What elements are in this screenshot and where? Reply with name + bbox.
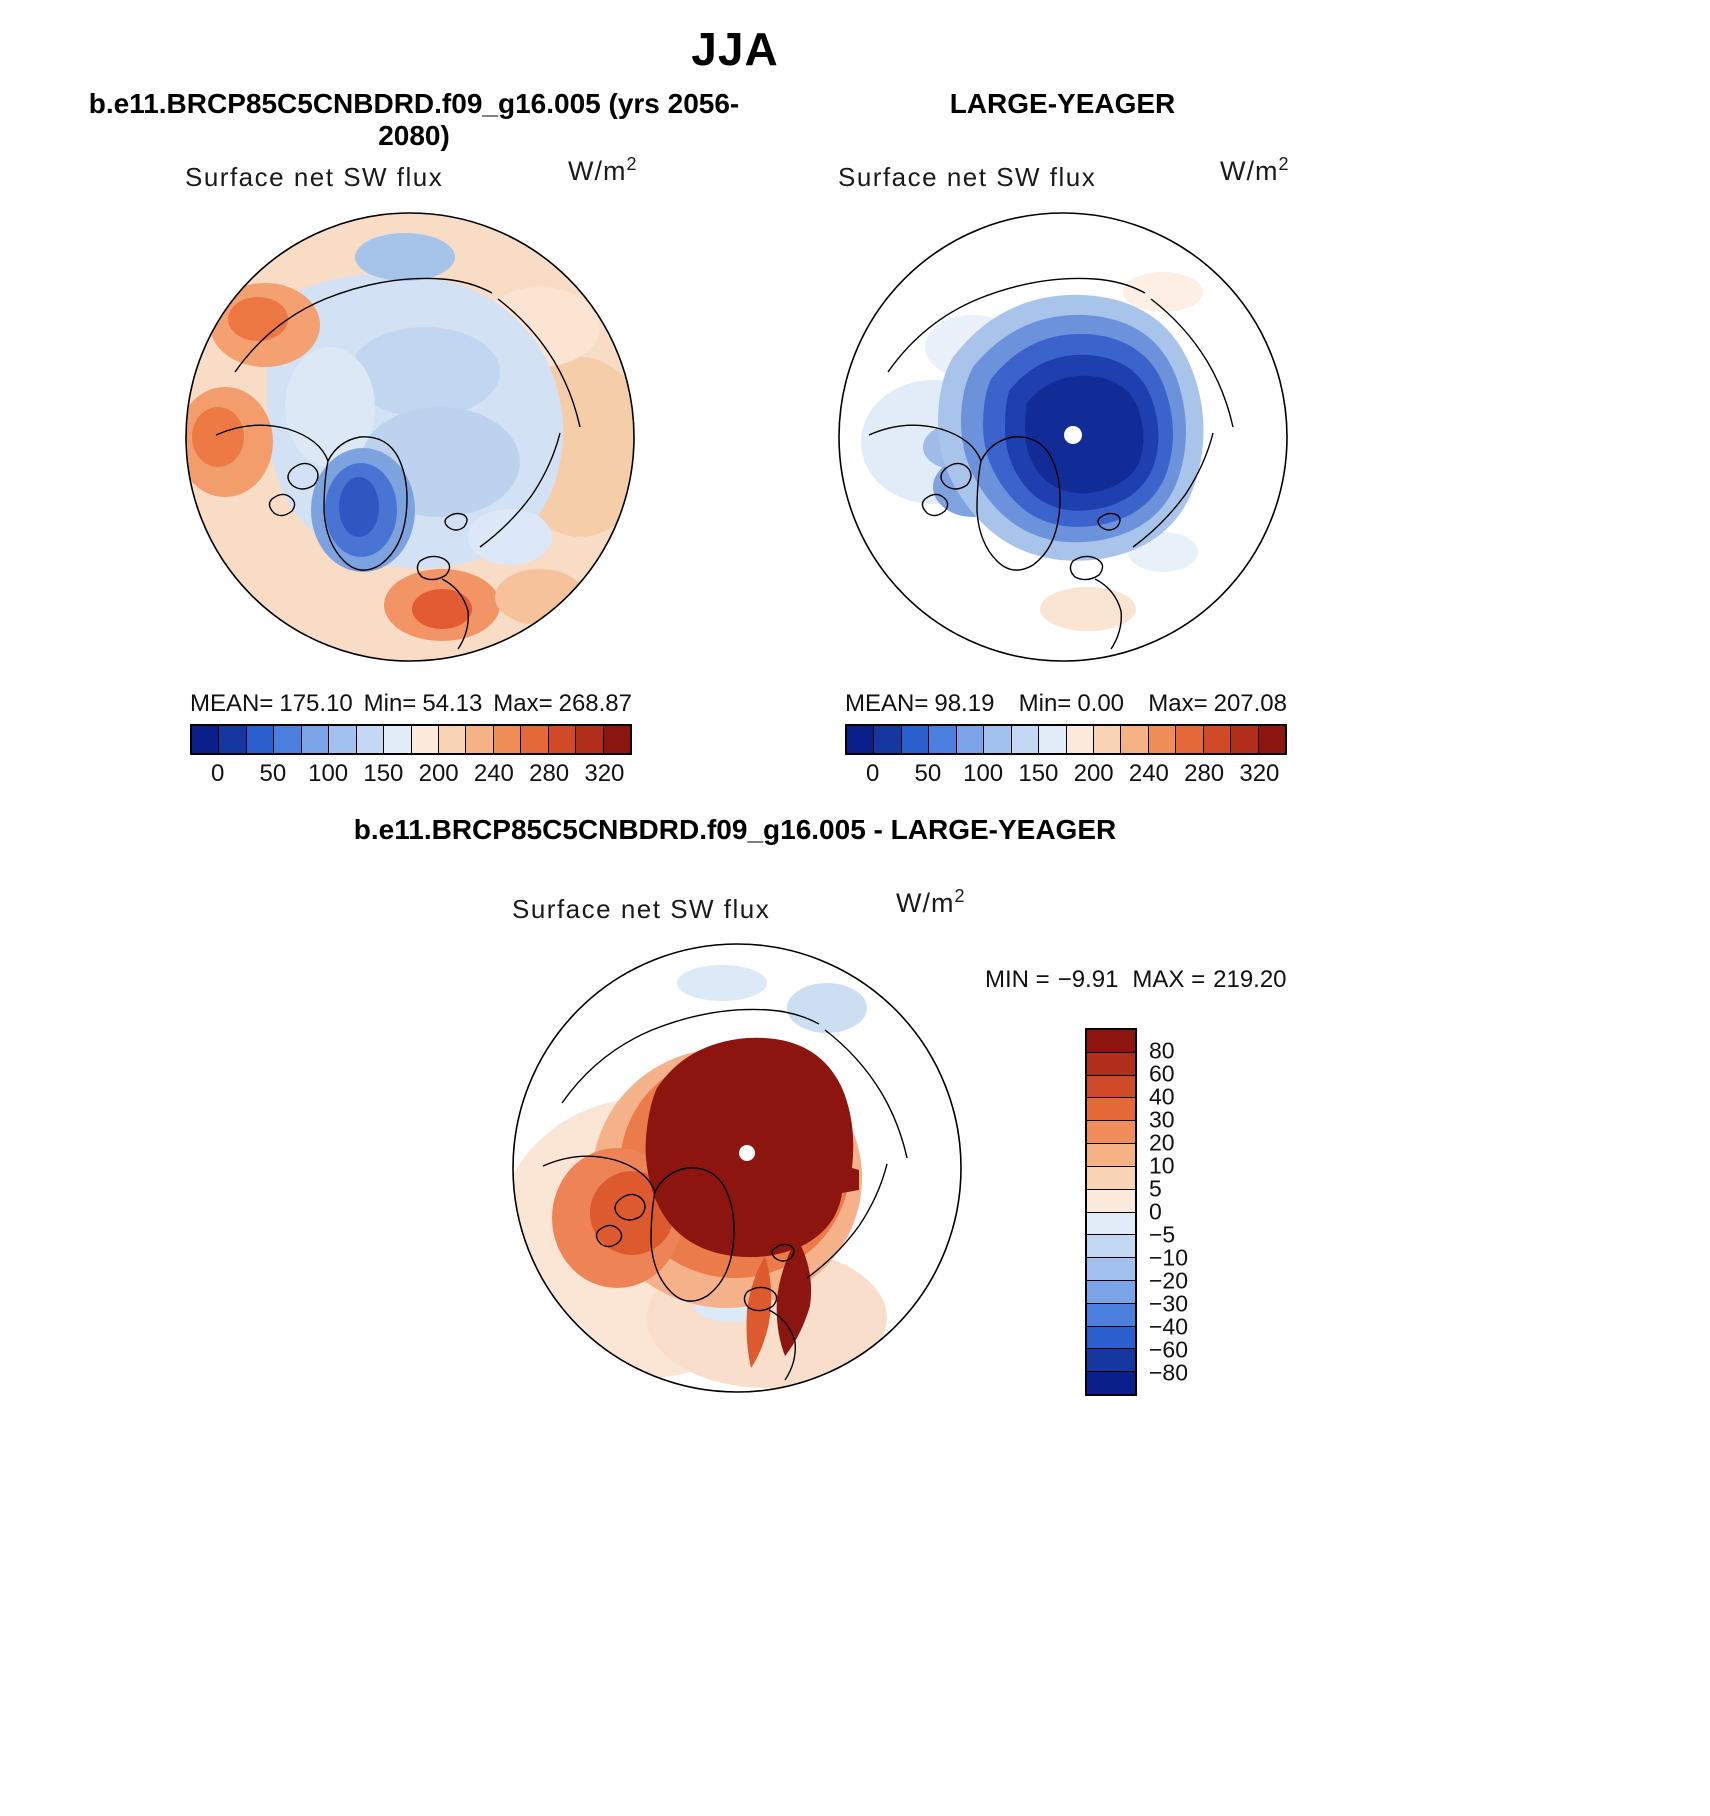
colorbar-segment: [219, 726, 246, 753]
colorbar-tick-label: 150: [1018, 760, 1059, 787]
colorbar-segment: [1094, 726, 1121, 753]
colorbar-segment: [494, 726, 521, 753]
units-base: W/m: [568, 156, 627, 186]
mean-label: MEAN=: [190, 690, 274, 717]
colorbar-tick-label: 100: [308, 760, 349, 787]
colorbar-segment: [1087, 1053, 1135, 1076]
pole-dot: [1064, 426, 1082, 444]
colorbar-tick-label: 30: [1149, 1106, 1175, 1133]
colorbar-segment: [274, 726, 301, 753]
diff-panel-header: b.e11.BRCP85C5CNBDRD.f09_g16.005 - LARGE-YEAGER: [353, 814, 1117, 845]
colorbar-tick-label: 10: [1149, 1152, 1175, 1179]
colorbar-segment: [1087, 1098, 1135, 1121]
model-map-title: Surface net SW flux: [185, 162, 444, 192]
colorbar-tick-label: −40: [1149, 1313, 1189, 1340]
max-label: Max=: [493, 690, 553, 717]
colorbar-tick-label: 240: [473, 760, 514, 787]
max-value: 207.08: [1213, 690, 1287, 717]
colorbar-segment: [1149, 726, 1176, 753]
obs-stats: [845, 690, 1287, 718]
colorbar-segment: [1012, 726, 1039, 753]
colorbar-tick-label: 80: [1149, 1037, 1175, 1064]
colorbar-segment: [1039, 726, 1066, 753]
units-exponent: 2: [1278, 154, 1290, 174]
colorbar-segment: [604, 726, 630, 753]
colorbar-segment: [1176, 726, 1203, 753]
model-stats: [190, 690, 632, 718]
colorbar-segment: [192, 726, 219, 753]
colorbar-segment: [984, 726, 1011, 753]
min-label: Min=: [363, 690, 417, 717]
colorbar-segment: [357, 726, 384, 753]
obs-colorbar: [845, 724, 1287, 755]
colorbar-tick-label: 0: [865, 760, 880, 787]
colorbar-tick-label: 20: [1149, 1129, 1175, 1156]
colorbar-tick-label: 200: [418, 760, 459, 787]
colorbar-segment: [1087, 1304, 1135, 1327]
colorbar-tick-label: 240: [1128, 760, 1169, 787]
colorbar-segment: [1087, 1258, 1135, 1281]
diff-stats: [985, 966, 1287, 994]
colorbar-segment: [1121, 726, 1148, 753]
min-stat: [364, 690, 483, 718]
colorbar-tick-label: −5: [1149, 1221, 1176, 1248]
model-map: [180, 207, 640, 667]
colorbar-segment: [302, 726, 329, 753]
colorbar-segment: [1087, 1349, 1135, 1372]
model-colorbar: [190, 724, 632, 755]
colorbar-tick-label: −80: [1149, 1359, 1189, 1386]
units-exponent: 2: [626, 154, 638, 174]
colorbar-segment: [847, 726, 874, 753]
max-label: MAX =: [1132, 966, 1206, 993]
colorbar-segment: [1231, 726, 1258, 753]
mean-label: MEAN=: [845, 690, 929, 717]
colorbar-segment: [1087, 1190, 1135, 1213]
obs-panel-header: LARGE-YEAGER: [949, 88, 1176, 119]
obs-units-label: [1220, 154, 1290, 187]
min-value: −9.91: [1057, 966, 1119, 993]
units-base: W/m: [1220, 156, 1279, 186]
colorbar-tick-label: 320: [1239, 760, 1280, 787]
colorbar-segment: [439, 726, 466, 753]
colorbar-segment: [1087, 1167, 1135, 1190]
min-stat: [1019, 690, 1124, 718]
diff-colorbar: [1085, 1028, 1137, 1396]
max-stat: [493, 690, 632, 718]
units-exponent: 2: [954, 886, 966, 906]
colorbar-tick-label: 320: [584, 760, 625, 787]
max-label: Max=: [1148, 690, 1208, 717]
diff-units-label: [896, 886, 966, 919]
colorbar-tick-label: 280: [1184, 760, 1225, 787]
obs-map-title: Surface net SW flux: [838, 162, 1097, 192]
diff-colorbar-ticks: [1149, 1028, 1229, 1396]
colorbar-segment: [247, 726, 274, 753]
diff-map-title: Surface net SW flux: [512, 894, 771, 924]
units-base: W/m: [896, 888, 955, 918]
figure-title: JJA: [691, 23, 779, 75]
colorbar-segment: [1087, 1327, 1135, 1350]
colorbar-segment: [1087, 1235, 1135, 1258]
colorbar-tick-label: 0: [1149, 1198, 1162, 1225]
colorbar-tick-label: −60: [1149, 1336, 1189, 1363]
colorbar-tick-label: −10: [1149, 1244, 1189, 1271]
model-map-fill: [180, 207, 640, 667]
colorbar-segment: [1087, 1213, 1135, 1236]
min-value: 54.13: [422, 690, 483, 717]
colorbar-segment: [1087, 1076, 1135, 1099]
mean-stat: [845, 690, 994, 718]
obs-colorbar-ticks: [845, 760, 1287, 786]
colorbar-segment: [412, 726, 439, 753]
colorbar-segment: [929, 726, 956, 753]
mean-value: 98.19: [934, 690, 995, 717]
mean-stat: [190, 690, 353, 718]
colorbar-tick-label: 200: [1073, 760, 1114, 787]
colorbar-segment: [384, 726, 411, 753]
colorbar-tick-label: 0: [210, 760, 225, 787]
min-value: 0.00: [1077, 690, 1125, 717]
colorbar-tick-label: 150: [363, 760, 404, 787]
colorbar-segment: [1259, 726, 1285, 753]
colorbar-segment: [957, 726, 984, 753]
mean-value: 175.10: [279, 690, 353, 717]
colorbar-segment: [549, 726, 576, 753]
colorbar-segment: [874, 726, 901, 753]
obs-map-fill: [833, 207, 1293, 667]
model-colorbar-ticks: [190, 760, 632, 786]
colorbar-segment: [1087, 1144, 1135, 1167]
colorbar-segment: [902, 726, 929, 753]
colorbar-segment: [1087, 1030, 1135, 1053]
colorbar-segment: [576, 726, 603, 753]
colorbar-segment: [1087, 1281, 1135, 1304]
colorbar-tick-label: 280: [529, 760, 570, 787]
diff-map-fill: [507, 938, 967, 1398]
model-panel-header: b.e11.BRCP85C5CNBDRD.f09_g16.005 (yrs 2056-2080): [88, 88, 740, 151]
colorbar-segment: [466, 726, 493, 753]
max-value: 268.87: [558, 690, 632, 717]
colorbar-segment: [1087, 1121, 1135, 1144]
max-stat: [1132, 966, 1286, 994]
colorbar-segment: [1087, 1372, 1135, 1394]
max-stat: [1148, 690, 1287, 718]
colorbar-tick-label: 50: [914, 760, 942, 787]
min-stat: [985, 966, 1118, 994]
obs-map: [833, 207, 1293, 667]
colorbar-segment: [329, 726, 356, 753]
colorbar-tick-label: 5: [1149, 1175, 1162, 1202]
model-units-label: [568, 154, 638, 187]
max-value: 219.20: [1213, 966, 1287, 993]
colorbar-segment: [521, 726, 548, 753]
pole-dot: [739, 1145, 755, 1161]
colorbar-segment: [1204, 726, 1231, 753]
colorbar-segment: [1067, 726, 1094, 753]
colorbar-tick-label: 40: [1149, 1083, 1175, 1110]
colorbar-tick-label: −20: [1149, 1267, 1189, 1294]
colorbar-tick-label: 100: [963, 760, 1004, 787]
colorbar-tick-label: −30: [1149, 1290, 1189, 1317]
min-label: Min=: [1018, 690, 1072, 717]
diff-map: [507, 938, 967, 1398]
colorbar-tick-label: 50: [259, 760, 287, 787]
colorbar-tick-label: 60: [1149, 1060, 1175, 1087]
min-label: MIN =: [985, 966, 1050, 993]
